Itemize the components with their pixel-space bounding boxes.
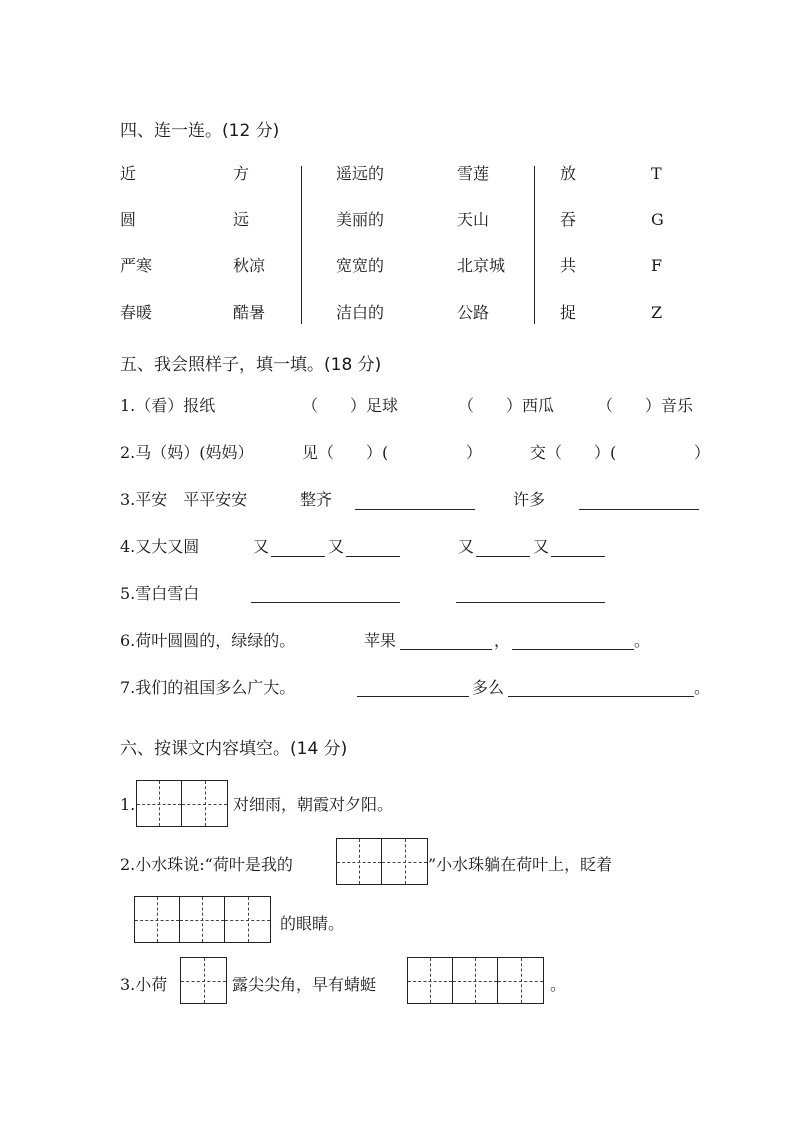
q2-blank[interactable]: 交（ ）( xyxy=(530,443,617,462)
answer-line[interactable] xyxy=(476,556,530,557)
q2-example: 2.马（妈）(妈妈） xyxy=(120,443,254,462)
q2-text: 2.小水珠说:“荷叶是我的 xyxy=(120,855,293,874)
match-item: 捉 xyxy=(560,303,577,322)
match-item: G xyxy=(651,210,664,229)
tianzige-grid[interactable] xyxy=(134,896,271,943)
tianzige-cell[interactable] xyxy=(181,958,226,1003)
q4-word: 又 xyxy=(328,537,345,556)
q4-word: 又 xyxy=(458,537,475,556)
match-item: 遥远的 xyxy=(336,164,385,183)
q4-example: 4.又大又圆 xyxy=(120,537,200,556)
q7-example: 7.我们的祖国多么广大。 xyxy=(120,678,296,697)
answer-line[interactable] xyxy=(357,696,469,697)
answer-line[interactable] xyxy=(355,509,475,510)
match-item: 方 xyxy=(233,164,250,183)
q1-blank[interactable]: （ ）足球 xyxy=(302,396,399,415)
q1-example: 1.（看）报纸 xyxy=(120,396,216,415)
match-item: 秋凉 xyxy=(233,256,266,275)
answer-line[interactable] xyxy=(456,602,605,603)
q1-blank[interactable]: （ ）音乐 xyxy=(597,396,694,415)
tianzige-cell[interactable] xyxy=(408,958,453,1003)
column-divider xyxy=(301,166,302,324)
answer-line[interactable] xyxy=(346,556,400,557)
match-item: 吞 xyxy=(560,210,577,229)
q2-text: ”小水珠躺在荷叶上，眨着 xyxy=(428,855,613,874)
q2-close: ） xyxy=(694,443,711,462)
match-item: 远 xyxy=(233,210,250,229)
answer-line[interactable] xyxy=(551,556,605,557)
tianzige-cell[interactable] xyxy=(453,958,498,1003)
tianzige-grid[interactable] xyxy=(407,957,544,1004)
match-item: 公路 xyxy=(457,303,490,322)
match-item: 洁白的 xyxy=(336,303,385,322)
tianzige-cell[interactable] xyxy=(137,781,182,826)
match-item: 酷暑 xyxy=(233,303,266,322)
q4-word: 又 xyxy=(533,537,550,556)
tianzige-cell[interactable] xyxy=(135,897,180,942)
answer-line[interactable] xyxy=(271,556,325,557)
match-item: F xyxy=(651,256,663,275)
section-4-title: 四、连一连。(12 分) xyxy=(120,121,280,141)
tianzige-cell[interactable] xyxy=(225,897,270,942)
column-divider xyxy=(534,166,535,324)
q3-word: 整齐 xyxy=(300,490,333,509)
match-item: 天山 xyxy=(457,210,490,229)
match-item: 美丽的 xyxy=(336,210,385,229)
match-item: 共 xyxy=(560,256,577,275)
tianzige-cell[interactable] xyxy=(498,958,543,1003)
q3-text: 露尖尖角，早有蜻蜓 xyxy=(232,975,377,994)
q1-number: 1. xyxy=(120,795,136,814)
section-6-title: 六、按课文内容填空。(14 分) xyxy=(120,739,348,759)
tianzige-grid[interactable] xyxy=(136,780,228,827)
match-item: Z xyxy=(651,303,663,322)
answer-line[interactable] xyxy=(251,602,400,603)
tianzige-grid[interactable] xyxy=(336,838,428,885)
answer-line[interactable] xyxy=(579,509,699,510)
q5-example: 5.雪白雪白 xyxy=(120,584,200,603)
tianzige-cell[interactable] xyxy=(182,781,227,826)
match-item: 严寒 xyxy=(120,256,153,275)
answer-line[interactable] xyxy=(508,696,694,697)
match-item: 北京城 xyxy=(457,256,506,275)
tianzige-grid[interactable] xyxy=(180,957,227,1004)
q4-word: 又 xyxy=(253,537,270,556)
q6-example: 6.荷叶圆圆的，绿绿的。 xyxy=(120,631,296,650)
q3-text: 3.小荷 xyxy=(120,975,168,994)
q2-blank[interactable]: 见（ ）( xyxy=(302,443,389,462)
answer-line[interactable] xyxy=(400,649,492,650)
tianzige-cell[interactable] xyxy=(180,897,225,942)
match-item: 近 xyxy=(120,164,137,183)
q6-period: 。 xyxy=(634,631,651,650)
q6-word: 苹果 xyxy=(364,631,397,650)
answer-line[interactable] xyxy=(512,649,634,650)
match-item: T xyxy=(651,164,662,183)
match-item: 圆 xyxy=(120,210,137,229)
q2-text: 的眼睛。 xyxy=(280,914,345,933)
match-item: 雪莲 xyxy=(457,164,490,183)
tianzige-cell[interactable] xyxy=(382,839,427,884)
section-5-title: 五、我会照样子，填一填。(18 分) xyxy=(120,355,382,375)
match-item: 宽宽的 xyxy=(336,256,385,275)
tianzige-cell[interactable] xyxy=(337,839,382,884)
q3-example: 3.平安 平平安安 xyxy=(120,490,248,509)
q6-comma: ， xyxy=(494,631,511,650)
match-item: 春暖 xyxy=(120,303,153,322)
q1-text: 对细雨，朝霞对夕阳。 xyxy=(233,795,394,814)
q3-text: 。 xyxy=(550,975,567,994)
q3-word: 许多 xyxy=(513,490,546,509)
q7-period: 。 xyxy=(694,678,711,697)
q7-word: 多么 xyxy=(472,678,505,697)
match-item: 放 xyxy=(560,164,577,183)
q1-blank[interactable]: （ ）西瓜 xyxy=(458,396,555,415)
q2-close: ） xyxy=(466,443,483,462)
